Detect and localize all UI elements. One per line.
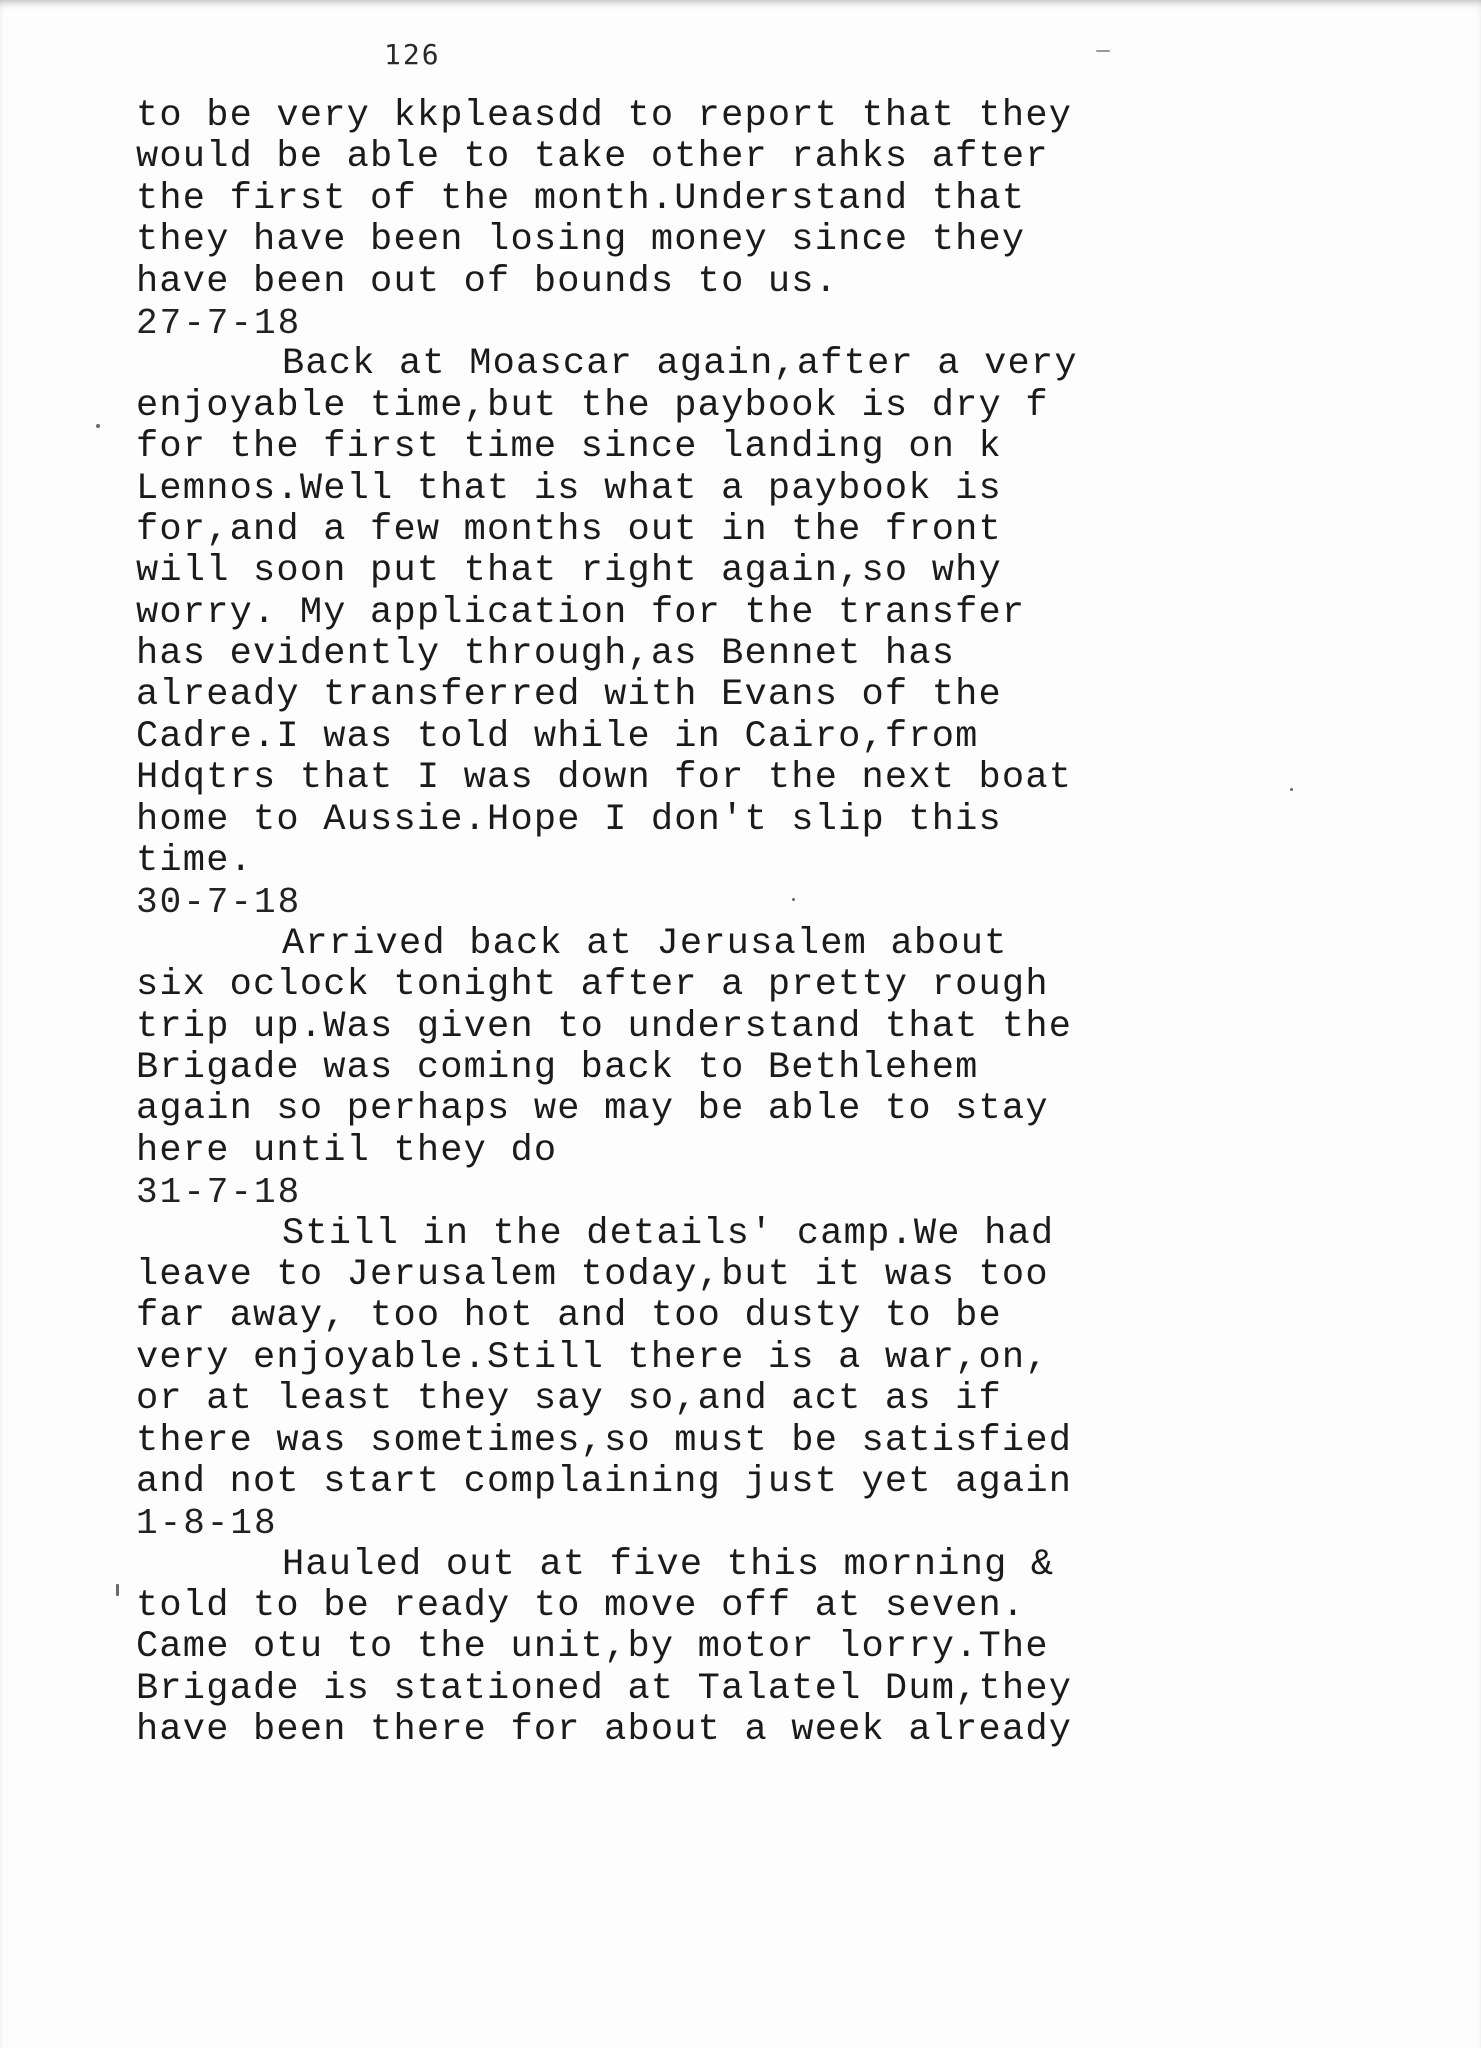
text-line: have been there for about a week already — [136, 1709, 1073, 1752]
text-line: Hauled out at five this morning & — [282, 1543, 1055, 1586]
text-line: worry. My application for the transfer — [136, 591, 1026, 634]
scan-speck — [792, 898, 795, 901]
text-line: there was sometimes,so must be satisfied — [136, 1419, 1073, 1462]
text-line: again so perhaps we may be able to stay — [136, 1088, 1049, 1131]
text-line: or at least they say so,and act as if — [136, 1378, 1002, 1421]
text-line: Came otu to the unit,by motor lorry.The — [136, 1626, 1049, 1669]
text-line: very enjoyable.Still there is a war,on, — [136, 1336, 1049, 1379]
text-line: has evidently through,as Bennet has — [136, 633, 956, 676]
entry-date: 27-7-18 — [136, 302, 302, 344]
text-line: already transferred with Evans of the — [136, 674, 1002, 717]
text-line: leave to Jerusalem today,but it was too — [136, 1253, 1049, 1296]
scan-speck — [1096, 50, 1110, 52]
text-line: far away, too hot and too dusty to be — [136, 1295, 1002, 1338]
entry-date: 30-7-18 — [136, 882, 302, 924]
text-line: trip up.Was given to understand that the — [136, 1005, 1073, 1048]
text-line: Back at Moascar again,after a very — [282, 343, 1078, 386]
text-line: the first of the month.Understand that — [136, 177, 1026, 220]
text-line: home to Aussie.Hope I don't slip this — [136, 798, 1002, 841]
scan-speck — [96, 424, 100, 428]
text-line: will soon put that right again,so why — [136, 550, 1002, 593]
text-line: they have been losing money since they — [136, 219, 1026, 262]
text-line: for,and a few months out in the front — [136, 508, 1002, 551]
text-line: to be very kkpleasdd to report that they — [136, 95, 1073, 137]
text-line: Lemnos.Well that is what a paybook is — [136, 467, 1002, 510]
text-line: Still in the details' camp.We had — [282, 1212, 1055, 1255]
text-line: have been out of bounds to us. — [136, 260, 839, 303]
text-line: here until they do — [136, 1129, 558, 1172]
page-number: 126 — [384, 38, 441, 71]
text-line: told to be ready to move off at seven. — [136, 1585, 1026, 1628]
text-line: enjoyable time,but the paybook is dry f — [136, 384, 1049, 427]
scan-speck — [1290, 788, 1293, 791]
text-line: Cadre.I was told while in Cairo,from — [136, 715, 979, 758]
entry-date: 31-7-18 — [136, 1172, 302, 1214]
scan-speck — [116, 1584, 119, 1596]
text-line: for the first time since landing on k — [136, 426, 1002, 469]
text-line: Hdqtrs that I was down for the next boat — [136, 757, 1073, 800]
entry-date: 1-8-18 — [136, 1503, 278, 1545]
text-line: six oclock tonight after a pretty rough — [136, 964, 1049, 1007]
text-line: time. — [136, 840, 254, 883]
text-line: Brigade is stationed at Talatel Dum,they — [136, 1667, 1073, 1710]
diary-text — [136, 96, 1136, 1752]
text-line: would be able to take other rahks after — [136, 136, 1049, 179]
text-line: Arrived back at Jerusalem about — [282, 922, 1008, 965]
text-line: Brigade was coming back to Bethlehem — [136, 1046, 979, 1089]
text-line: and not start complaining just yet again — [136, 1460, 1073, 1503]
